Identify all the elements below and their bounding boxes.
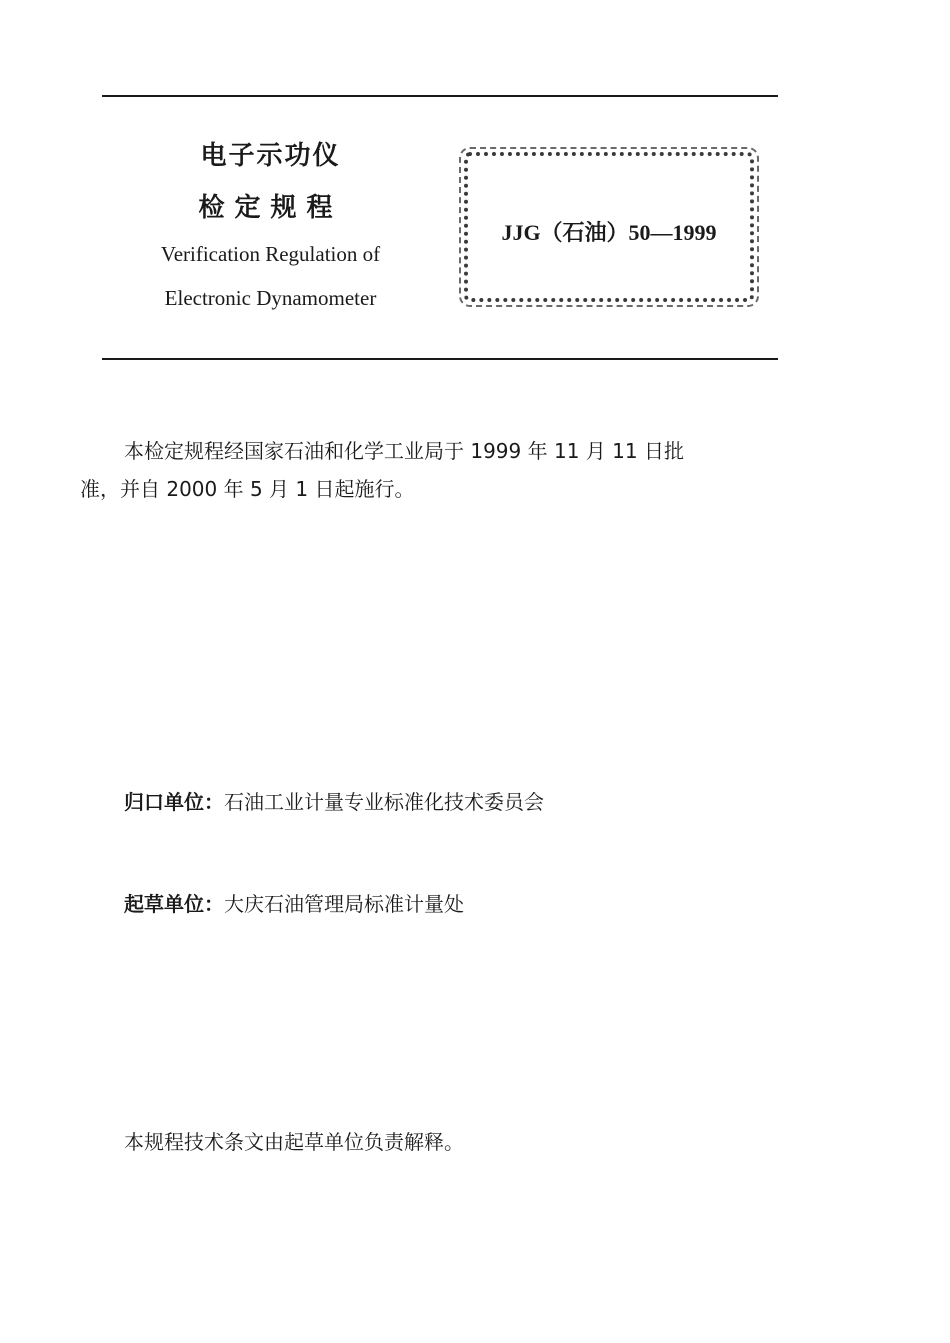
responsible-unit bbox=[124, 786, 544, 815]
responsible-unit-value: 石油工业计量专业标准化技术委员会 bbox=[224, 790, 544, 814]
approval-line1: 本检定规程经国家石油和化学工业局于 1999 年 11 月 11 日批 bbox=[124, 439, 684, 463]
interpretation-note: 本规程技术条文由起草单位负责解释。 bbox=[124, 1130, 464, 1154]
drafting-unit bbox=[124, 888, 464, 917]
title-en-line1: Verification Regulation of bbox=[160, 242, 381, 266]
standard-code: JJG（石油）50—1999 bbox=[501, 220, 717, 245]
drafting-unit-label: 起草单位： bbox=[124, 892, 224, 916]
drafting-unit-value: 大庆石油管理局标准计量处 bbox=[224, 892, 464, 916]
title-cn-line1: 电子示功仪 bbox=[200, 141, 341, 171]
title-block bbox=[108, 130, 433, 320]
standard-code-frame bbox=[464, 152, 754, 302]
approval-line2: 准，并自 2000 年 5 月 1 日起施行。 bbox=[80, 477, 415, 501]
title-cn-line2: 检定规程 bbox=[198, 193, 343, 223]
top-rule bbox=[102, 95, 778, 97]
title-en-line2: Electronic Dynamometer bbox=[164, 286, 377, 310]
approval-paragraph bbox=[80, 432, 810, 508]
bottom-rule bbox=[102, 358, 778, 360]
responsible-unit-label: 归口单位： bbox=[124, 790, 224, 814]
